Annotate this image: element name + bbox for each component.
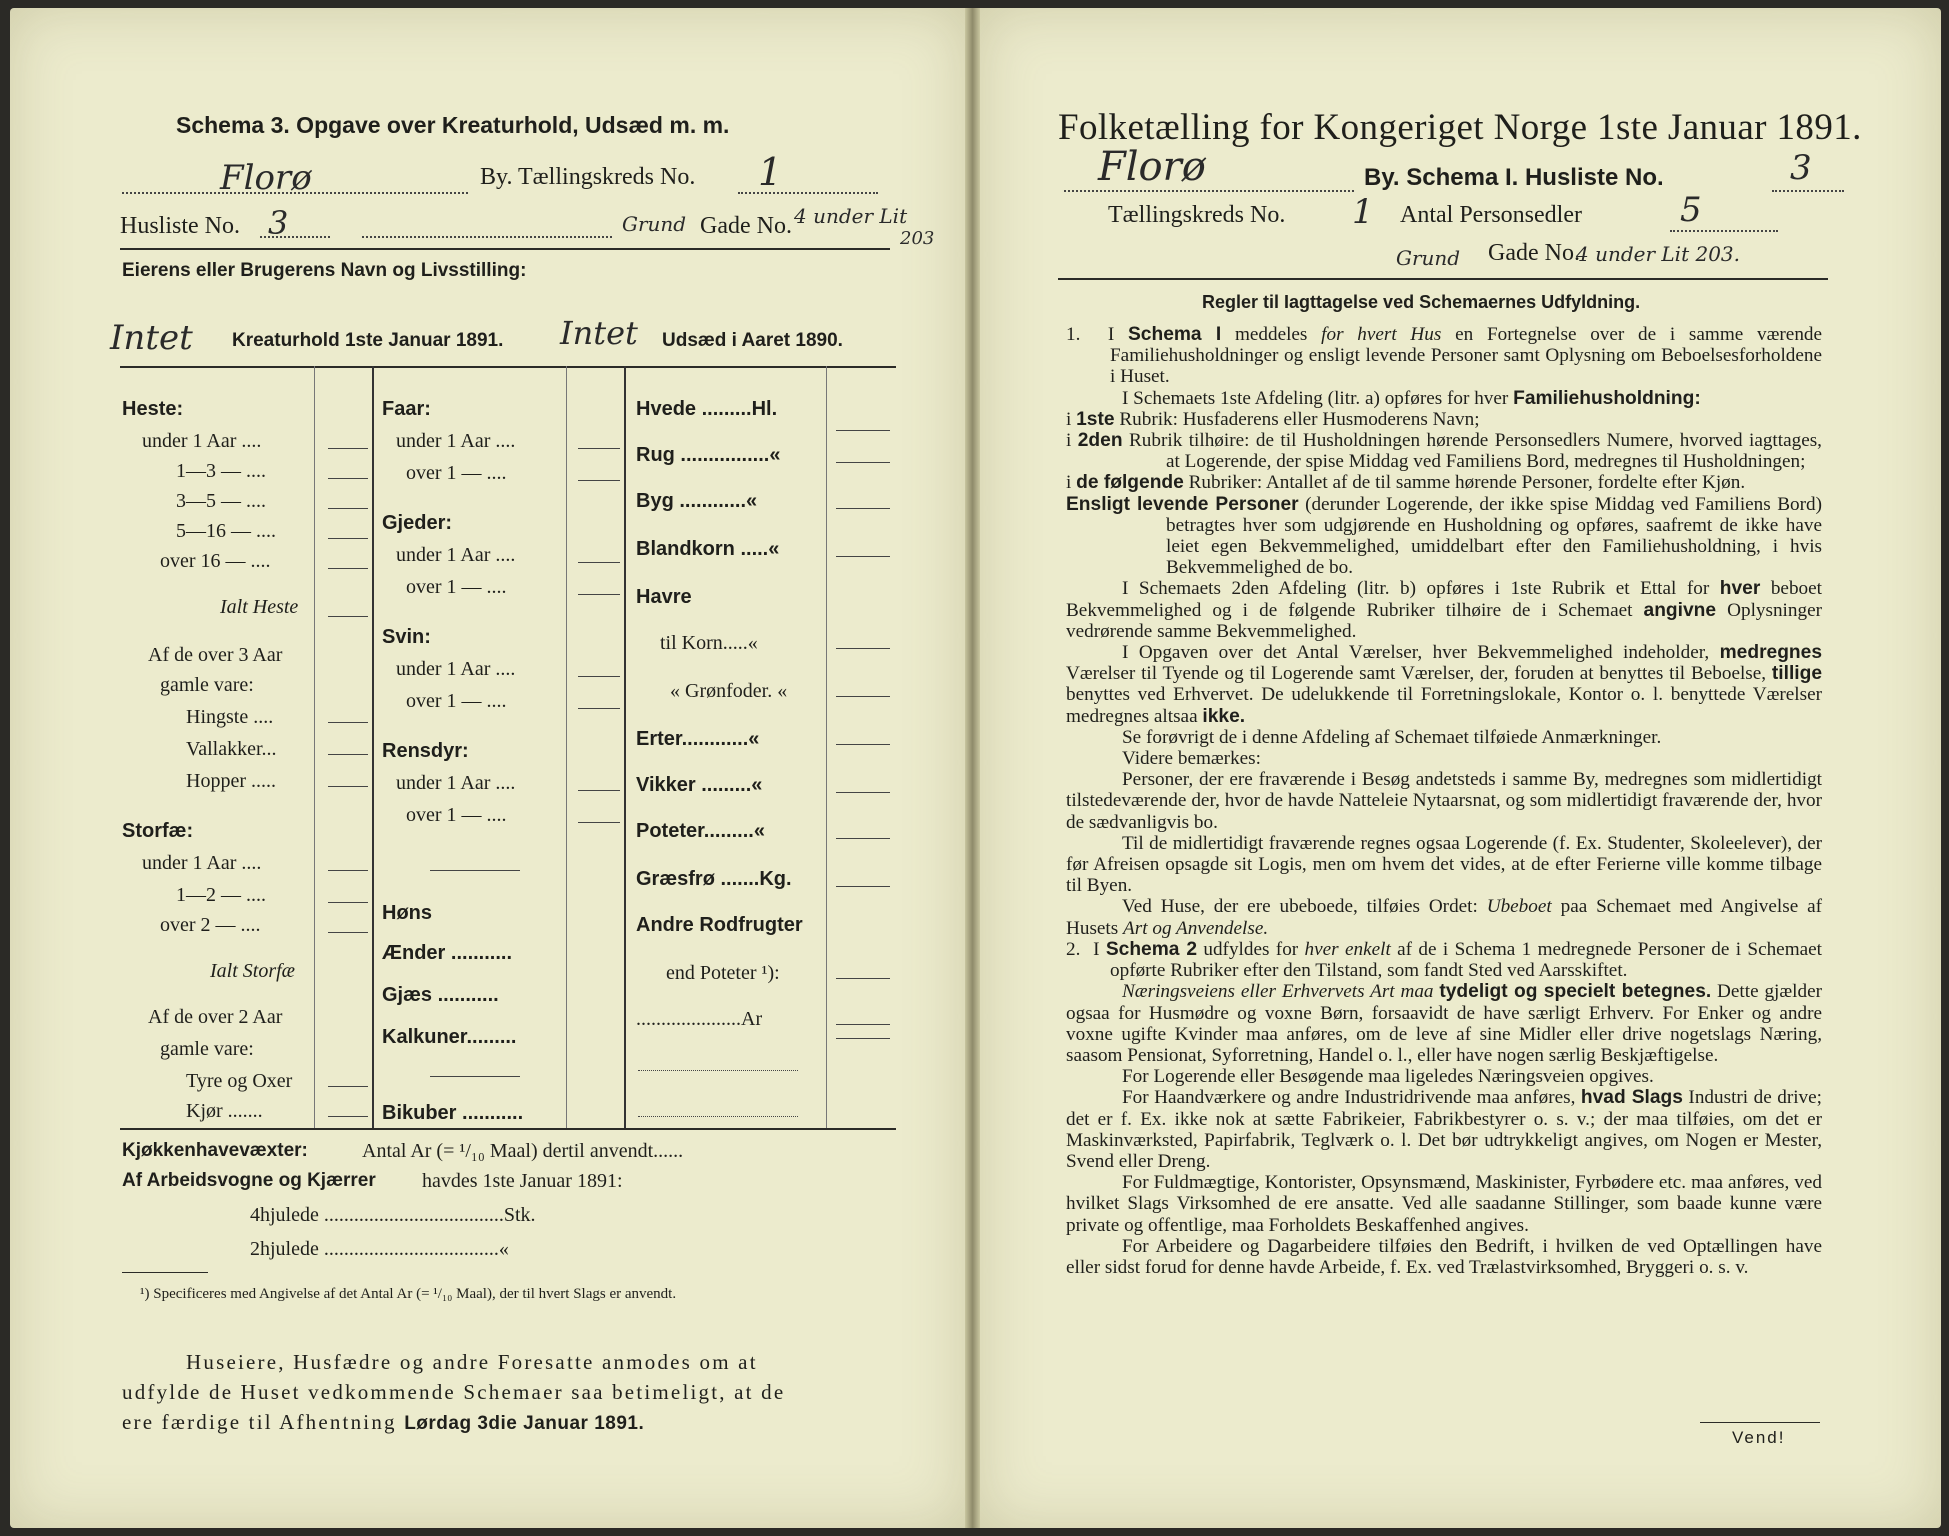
gade-handwritten-right: 4 under Lit 203. (1576, 242, 1741, 266)
storfae-row: Kjør ....... (186, 1100, 263, 1122)
value-blank-line (328, 754, 368, 755)
gjeder-header: Gjeder: (382, 512, 453, 534)
arbeidsvogne-rest: havdes 1ste Januar 1891: (422, 1170, 623, 1192)
value-blank-line (578, 790, 620, 791)
gjaes-label: Gjæs ........... (382, 984, 499, 1006)
value-blank-line (328, 786, 368, 787)
arbeidsvogne-label: Af Arbeidsvogne og Kjærrer (122, 1170, 376, 1191)
storfae-subheader: gamle vare: (160, 1038, 254, 1060)
value-blank-line (836, 430, 890, 431)
vend-label: Vend! (1732, 1428, 1786, 1447)
closing-line-2: udfylde de Huset vedkommende Schemaer saa betimeligt, at de (122, 1380, 786, 1404)
antal-handwritten: 5 (1680, 190, 1702, 230)
andre-rodfrugter-sub: end Poteter ¹): (666, 962, 780, 984)
gade-handwritten: 4 under Lit (794, 204, 908, 228)
gade-prefix-handwritten: Grund (622, 212, 687, 236)
faar-header: Faar: (382, 398, 431, 420)
hons-label: Høns (382, 902, 432, 924)
svin-header: Svin: (382, 626, 431, 648)
value-blank-line (328, 1116, 368, 1117)
bikuber-label: Bikuber ........... (382, 1102, 524, 1124)
heste-row: 5—16 — .... (176, 520, 276, 542)
rug-label: Rug ................« (636, 444, 781, 466)
ialt-storfae: Ialt Storfæ (210, 960, 296, 982)
value-blank-line (836, 792, 890, 793)
value-blank-line (578, 708, 620, 709)
erter-label: Erter............« (636, 728, 760, 750)
graesfro-label: Græsfrø .......Kg. (636, 868, 792, 890)
heste-row: Vallakker... (186, 738, 277, 760)
closing-line-1: Huseiere, Husfædre og andre Foresatte anmodes om at (186, 1350, 758, 1374)
heste-row: Hingste .... (186, 706, 274, 728)
intet-handwritten: Intet (110, 318, 193, 358)
gade-label: Gade No. (700, 213, 792, 239)
husliste-handwritten: 3 (268, 204, 289, 242)
havre-gronfoder-row: « Grønfoder. « (670, 680, 788, 702)
storfae-row: under 1 Aar .... (142, 852, 262, 874)
right-page-schema-1 (980, 8, 1941, 1528)
intet-handwritten-2: Intet (560, 314, 638, 352)
by-handwritten-right: Florø (1098, 144, 1206, 190)
closing-line-3 (122, 1410, 644, 1435)
ar-row: .....................Ar (636, 1008, 763, 1030)
kalkuner-label: Kalkuner......... (382, 1026, 517, 1048)
rensdyr-row: under 1 Aar .... (396, 772, 516, 794)
kjokkenhave-label: Kjøkkenhavevæxter: (122, 1140, 308, 1161)
heste-row: over 16 — .... (160, 550, 271, 572)
kreds-handwritten-right: 1 (1352, 192, 1374, 232)
value-blank-line (328, 616, 368, 617)
value-blank-line (836, 508, 890, 509)
blandkorn-label: Blandkorn .....« (636, 538, 780, 560)
value-blank-line (836, 838, 890, 839)
kreds-label-right: Tællingskreds No. (1108, 202, 1286, 228)
heste-subheader: gamle vare: (160, 674, 254, 696)
havre-korn-row: til Korn.....« (660, 632, 758, 654)
schema-3-title: Schema 3. Opgave over Kreaturhold, Udsæd m. m. (176, 112, 730, 138)
footnote: ¹) Specificeres med Angivelse af det Antal Ar (= ¹/₁₀ Maal), der til hvert Slags er anvendt. (140, 1286, 677, 1302)
value-blank-line (328, 870, 368, 871)
value-blank-line (578, 822, 620, 823)
value-blank-line (328, 538, 368, 539)
hjul2-row: 2hjulede ...................................« (250, 1238, 509, 1260)
left-page-schema-3 (10, 8, 965, 1528)
gjeder-row: over 1 — .... (406, 576, 507, 598)
andre-rodfrugter-label: Andre Rodfrugter (636, 914, 803, 936)
husliste-label: Husliste No. (120, 213, 240, 239)
kreaturhold-header: Kreaturhold 1ste Januar 1891. (232, 330, 504, 351)
rensdyr-header: Rensdyr: (382, 740, 469, 762)
value-blank-line (328, 902, 368, 903)
storfae-row: Tyre og Oxer (186, 1070, 293, 1092)
heste-row: under 1 Aar .... (142, 430, 262, 452)
heste-row: Hopper ..... (186, 770, 276, 792)
heste-subheader: Af de over 3 Aar (148, 644, 283, 666)
svin-row: over 1 — .... (406, 690, 507, 712)
husliste-handwritten-right: 3 (1790, 148, 1812, 188)
value-blank-line (328, 1086, 368, 1087)
hvede-label: Hvede .........Hl. (636, 398, 778, 420)
closing-line-3-date: Lørdag 3die Januar 1891. (404, 1413, 645, 1434)
rules-body: 1. I Schema I meddeles for hvert Hus en Fortegnelse over de i samme værende Familiehusholdninger og ensligt levende Personer samt Oplysning om Beboelsesforholdene i Huset. I Schemaets 1ste Afdeling (litr. a) opføres for hver Familiehusholdning: i 1ste Rubrik: Husfaderens eller Husmoderens Navn; i 2den Rubrik tilhøire: de til Husholdningen hørende Personsedlers Numere, hvorved iagttages, at Logerende, der spise Middag ved Familiens Bord, medregnes til Husholdningen; i de følgende Rubriker: Antallet af de til samme hørende Personer, fordelte efter Kjøn. Ensligt levende Personer (derunder Logerende, der ikke spise Middag ved Familiens Bord) betragtes hver som udgjørende en Husholdning og opføres, saafremt de ikke have leiet egen Bekvemmelighed, umiddelbart efter den Familiehusholdning, i hvis Bekvemmelighed de bo. I Schemaets 2den Afdeling (litr. b) opføres i 1ste Rubrik et Ettal for hver beboet Bekvemmelighed og i de følgende Rubriker tilhøire de i Schemaet angivne Oplysninger vedrørende samme Bekvemmelighed. I Opgaven over det Antal Værelser, hver Bekvemmelighed indeholder, medregnes Værelser til Tyende og til Logerende samt Værelser, der, foruden at benyttes til Beboelse, tillige benyttes ved Erhvervet. De udelukkende til Forretningslokale, Kontor o. l. benyttede Værelser medregnes altsaa ikke. Se forøvrigt de i denne Afdeling af Schemaet tilføiede Anmærkninger. Videre bemærkes: Personer, der ere fraværende i Besøg andetsteds i samme By, medregnes som midlertidigt tilstedeværende der, hvor de havde Natteleie Nytaarsnat, og som midlertidigt fraværende der, hvor de sædvanligvis bo. Til de midlertidigt fraværende regnes ogsaa Logerende (f. Ex. Studenter, Skoleelever), der før Afreisen opsagde sit Logis, men om hvem det vides, at de efter Ferierne ville komme tilbage til Byen. Ved Huse, der ere ubeboede, tilføies Ordet: Ubeboet paa Schemaet med Angivelse af Husets Art og Anvendelse. 2. I Schema 2 udfyldes for hver enkelt af de i Schema 1 medregnede Personer de i Schemaet opførte Rubriker efter den Tilstand, som fandt Sted ved Aarsskiftet. Næringsveiens eller Erhvervets Art maa tydeligt og specielt betegnes. Dette gjælder ogsaa for Husmødre og voxne Børn, forsaavidt de have særligt Erhverv. For Enker og andre voxne ugifte Kvinder maa anføres, om de leve af sine Midler eller drive nogetslags Næring, saasom Pensionat, Syforretning, Handel o. l., eller have nogen særlig Beskjæftigelse. For Logerende eller Besøgende maa ligeledes Næringsveien opgives. For Haandværkere og andre Industridrivende maa anføres, hvad Slags Industri de drive; det er f. Ex. ikke nok at sætte Fabrikeier, Fabrikbestyrer o. s. v.; der maa tilføies, om det er Maskinværksted, Papirfabrik, Teglværk o. l. Det bør udtrykkeligt angives, om Nogen er Mester, Svend eller Dreng. For Fuldmægtige, Kontorister, Opsynsmænd, Maskinister, Fyrbødere etc. maa anføres, ved hvilket Slags Virksomhed de ere ansatte. Ved alle saadanne Stillinger, som baade kunne være private og offentlige, maa Forholdets Beskaffenhed angives. For Arbeidere og Dagarbeidere tilføies den Bedrift, i hvilken de ved Optællingen have eller sidst forud for denne havde Arbeide, f. Ex. ved Trælastvirksomhed, Bryggeri o. s. v. (1066, 324, 1823, 1278)
owner-label: Eierens eller Brugerens Navn og Livsstilling: (122, 260, 527, 281)
value-blank-line (836, 744, 890, 745)
value-blank-line (328, 932, 368, 933)
value-blank-line (578, 448, 620, 449)
storfae-row: 1—2 — .... (176, 884, 266, 906)
value-blank-line (836, 978, 890, 979)
value-blank-line (836, 462, 890, 463)
value-blank-line (836, 648, 890, 649)
heste-header: Heste: (122, 398, 184, 420)
closing-line-3-text: ere færdige til Afhentning (122, 1410, 397, 1434)
value-blank-line (578, 562, 620, 563)
svin-row: under 1 Aar .... (396, 658, 516, 680)
value-blank-line (578, 480, 620, 481)
heste-row: 3—5 — .... (176, 490, 266, 512)
heste-row: 1—3 — .... (176, 460, 266, 482)
value-blank-line (328, 568, 368, 569)
faar-row: under 1 Aar .... (396, 430, 516, 452)
value-blank-line (328, 478, 368, 479)
storfae-header: Storfæ: (122, 820, 194, 842)
value-blank-line (836, 886, 890, 887)
value-blank-line (578, 594, 620, 595)
kreds-handwritten: 1 (758, 150, 783, 194)
rules-title: Regler til Iagttagelse ved Schemaernes Udfyldning. (1202, 292, 1641, 312)
hjul4-row: 4hjulede ....................................Stk. (250, 1204, 536, 1226)
gade-label-right: Gade No. (1488, 240, 1580, 266)
byg-label: Byg ............« (636, 490, 758, 512)
storfae-row: over 2 — .... (160, 914, 261, 936)
poteter-label: Poteter.........« (636, 820, 765, 842)
gade-handwritten-2: 203 (900, 228, 935, 249)
by-kreds-label: By. Tællingskreds No. (480, 164, 696, 190)
faar-row: over 1 — .... (406, 462, 507, 484)
udsaed-header: Udsæd i Aaret 1890. (662, 330, 843, 351)
value-blank-line (328, 722, 368, 723)
value-blank-line (836, 556, 890, 557)
antal-personsedler-label: Antal Personsedler (1400, 202, 1582, 228)
gade-prefix-handwritten-right: Grund (1396, 246, 1461, 270)
ialt-heste: Ialt Heste (220, 596, 299, 618)
value-blank-line (836, 1038, 890, 1039)
value-blank-line (836, 696, 890, 697)
by-handwritten: Florø (220, 158, 312, 198)
value-blank-line (328, 448, 368, 449)
aender-label: Ænder ........... (382, 942, 513, 964)
value-blank-line (578, 676, 620, 677)
gjeder-row: under 1 Aar .... (396, 544, 516, 566)
havre-label: Havre (636, 586, 692, 608)
value-blank-line (328, 508, 368, 509)
census-title: Folketælling for Kongeriget Norge 1ste Januar 1891. (1058, 107, 1862, 148)
storfae-subheader: Af de over 2 Aar (148, 1006, 283, 1028)
rensdyr-row: over 1 — .... (406, 804, 507, 826)
kjokkenhave-rest: Antal Ar (= ¹/₁₀ Maal) dertil anvendt...... (362, 1140, 684, 1162)
value-blank-line (836, 1024, 890, 1025)
by-schema-husliste-label: By. Schema I. Husliste No. (1364, 164, 1664, 191)
vikker-label: Vikker .........« (636, 774, 763, 796)
